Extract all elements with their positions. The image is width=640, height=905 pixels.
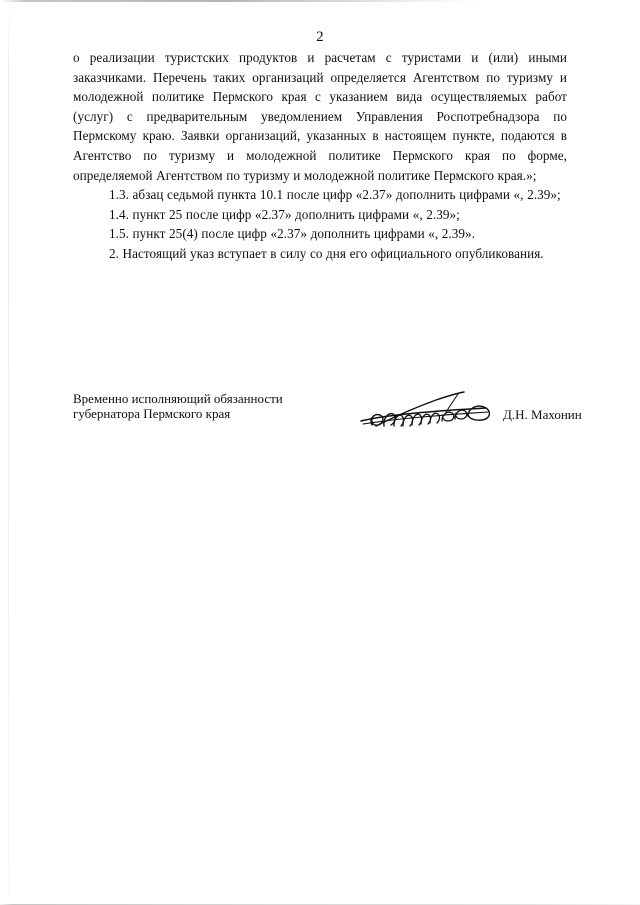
signatory-title: Временно исполняющий обязанности губернатора Пермского края bbox=[73, 391, 283, 422]
clause-2: 2. Настоящий указ вступает в силу со дня его официального опубликования. bbox=[109, 245, 544, 261]
scan-edge-top bbox=[0, 0, 640, 2]
signature-block bbox=[73, 391, 583, 443]
signatory-name: Д.Н. Махонин bbox=[503, 407, 582, 422]
clause-1-4: 1.4. пункт 25 после цифр «2.37» дополнить цифрами «, 2.39»; bbox=[109, 206, 460, 222]
clause-1-5: 1.5. пункт 25(4) после цифр «2.37» дополнить цифрами «, 2.39». bbox=[109, 226, 476, 242]
handwritten-signature-icon bbox=[358, 388, 498, 436]
document-body bbox=[73, 48, 567, 264]
paragraph-continued: о реализации туристских продуктов и расчетам с туристами и (или) иными заказчиками. Перечень таких организаций определяется Агентством по туризму и молодежной политике Пермского края с указанием вида осуществляемых работ (услуг) с предварительным уведомлением Управления Роспотребнадзора по Пермскому краю. Заявки организаций, указанных в настоящем пункте, подаются в Агентство по туризму и молодежной политике Пермского края по форме, определяемой Агентством по туризму и молодежной политике Пермского края.»; bbox=[73, 50, 567, 183]
scan-edge-left bbox=[8, 2, 9, 897]
page-number: 2 bbox=[316, 29, 324, 45]
clause-1-3: 1.3. абзац седьмой пункта 10.1 после цифр «2.37» дополнить цифрами «, 2.39»; bbox=[109, 187, 561, 203]
